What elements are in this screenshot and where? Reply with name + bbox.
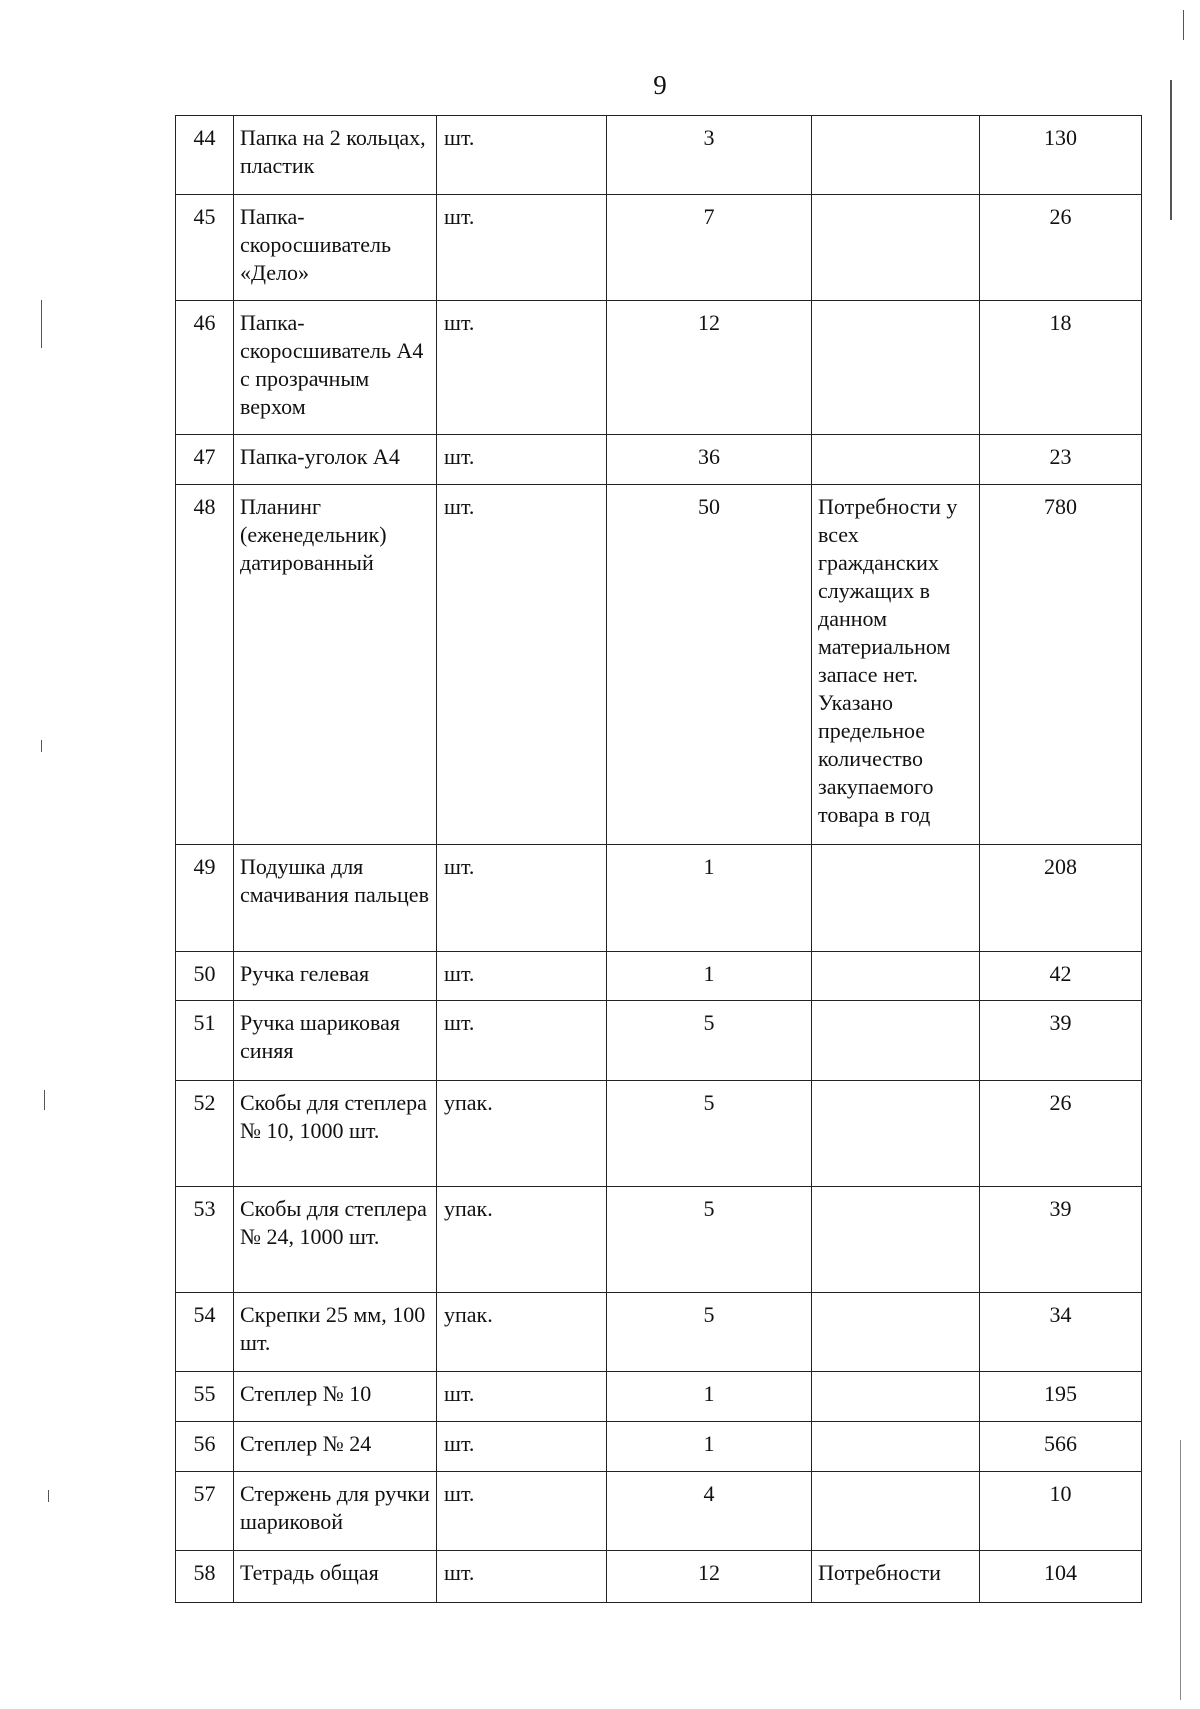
item-note — [812, 1081, 980, 1187]
item-price: 18 — [980, 301, 1142, 435]
item-price: 34 — [980, 1293, 1142, 1372]
item-note — [812, 1187, 980, 1293]
item-name: Степлер № 10 — [234, 1372, 437, 1422]
row-number: 45 — [176, 195, 234, 301]
item-name: Подушка для смачивания пальцев — [234, 845, 437, 952]
item-name: Планинг (еженедельник) датированный — [234, 485, 437, 845]
item-name: Ручка гелевая — [234, 952, 437, 1001]
item-unit: шт. — [437, 301, 607, 435]
item-quantity: 5 — [607, 1293, 812, 1372]
row-number: 58 — [176, 1551, 234, 1603]
item-name: Степлер № 24 — [234, 1422, 437, 1472]
row-number: 51 — [176, 1001, 234, 1081]
item-unit: упак. — [437, 1081, 607, 1187]
item-price: 26 — [980, 1081, 1142, 1187]
item-note — [812, 1001, 980, 1081]
scan-artifact-right-2 — [1183, 10, 1184, 40]
table-row — [176, 845, 1142, 952]
item-price: 780 — [980, 485, 1142, 845]
item-unit: шт. — [437, 845, 607, 952]
item-price: 10 — [980, 1472, 1142, 1551]
item-name: Папка на 2 кольцах, пластик — [234, 116, 437, 195]
item-unit: шт. — [437, 1422, 607, 1472]
scan-artifact-left-2 — [41, 740, 42, 752]
item-name: Тетрадь общая — [234, 1551, 437, 1603]
item-name: Скобы для степлера № 10, 1000 шт. — [234, 1081, 437, 1187]
item-note: Потребности у всех гражданских служащих в данном материальном запасе нет. Указано предельное количество закупаемого товара в год — [812, 485, 980, 845]
item-price: 23 — [980, 435, 1142, 485]
table-row — [176, 195, 1142, 301]
table-row — [176, 1551, 1142, 1603]
item-name: Ручка шариковая синяя — [234, 1001, 437, 1081]
item-quantity: 1 — [607, 1422, 812, 1472]
item-price: 39 — [980, 1001, 1142, 1081]
item-note — [812, 116, 980, 195]
row-number: 56 — [176, 1422, 234, 1472]
row-number: 55 — [176, 1372, 234, 1422]
item-price: 130 — [980, 116, 1142, 195]
row-number: 48 — [176, 485, 234, 845]
row-number: 46 — [176, 301, 234, 435]
table-row — [176, 1081, 1142, 1187]
item-quantity: 50 — [607, 485, 812, 845]
table-row — [176, 301, 1142, 435]
item-quantity: 7 — [607, 195, 812, 301]
item-quantity: 3 — [607, 116, 812, 195]
scan-artifact-left-1 — [41, 300, 42, 348]
item-unit: шт. — [437, 1372, 607, 1422]
item-unit: шт. — [437, 1472, 607, 1551]
item-unit: шт. — [437, 435, 607, 485]
item-note — [812, 1422, 980, 1472]
item-quantity: 5 — [607, 1081, 812, 1187]
item-name: Скобы для степлера № 24, 1000 шт. — [234, 1187, 437, 1293]
item-name: Папка-скоросшиватель А4 с прозрачным верхом — [234, 301, 437, 435]
item-quantity: 4 — [607, 1472, 812, 1551]
row-number: 47 — [176, 435, 234, 485]
item-name: Стержень для ручки шариковой — [234, 1472, 437, 1551]
item-unit: шт. — [437, 485, 607, 845]
item-quantity: 36 — [607, 435, 812, 485]
item-unit: шт. — [437, 116, 607, 195]
scan-artifact-right-1 — [1170, 80, 1172, 220]
row-number: 49 — [176, 845, 234, 952]
scan-artifact-right-3 — [1180, 1440, 1181, 1700]
item-name: Папка-скоросшиватель «Дело» — [234, 195, 437, 301]
item-price: 195 — [980, 1372, 1142, 1422]
table-row — [176, 1472, 1142, 1551]
page-number: 9 — [653, 70, 667, 100]
item-price: 42 — [980, 952, 1142, 1001]
item-price: 26 — [980, 195, 1142, 301]
item-name: Скрепки 25 мм, 100 шт. — [234, 1293, 437, 1372]
item-price: 104 — [980, 1551, 1142, 1603]
table-row — [176, 1001, 1142, 1081]
table-row — [176, 952, 1142, 1001]
item-quantity: 1 — [607, 1372, 812, 1422]
row-number: 57 — [176, 1472, 234, 1551]
item-note — [812, 1293, 980, 1372]
item-note — [812, 845, 980, 952]
row-number: 53 — [176, 1187, 234, 1293]
scan-artifact-left-3 — [44, 1090, 45, 1110]
item-note — [812, 195, 980, 301]
supplies-table — [175, 115, 1142, 1603]
item-note — [812, 301, 980, 435]
item-quantity: 5 — [607, 1001, 812, 1081]
table-row — [176, 116, 1142, 195]
item-price: 208 — [980, 845, 1142, 952]
table-row — [176, 1293, 1142, 1372]
scan-artifact-left-4 — [48, 1490, 49, 1502]
item-price: 566 — [980, 1422, 1142, 1472]
row-number: 44 — [176, 116, 234, 195]
item-note: Потребности — [812, 1551, 980, 1603]
item-note — [812, 1472, 980, 1551]
row-number: 50 — [176, 952, 234, 1001]
item-unit: шт. — [437, 952, 607, 1001]
item-unit: шт. — [437, 1551, 607, 1603]
table-row — [176, 1422, 1142, 1472]
row-number: 54 — [176, 1293, 234, 1372]
item-unit: шт. — [437, 195, 607, 301]
item-unit: упак. — [437, 1293, 607, 1372]
item-quantity: 12 — [607, 1551, 812, 1603]
item-quantity: 1 — [607, 845, 812, 952]
table-row — [176, 435, 1142, 485]
item-quantity: 12 — [607, 301, 812, 435]
item-unit: упак. — [437, 1187, 607, 1293]
item-note — [812, 1372, 980, 1422]
table-row — [176, 1372, 1142, 1422]
row-number: 52 — [176, 1081, 234, 1187]
item-note — [812, 952, 980, 1001]
item-quantity: 1 — [607, 952, 812, 1001]
item-note — [812, 435, 980, 485]
item-price: 39 — [980, 1187, 1142, 1293]
item-quantity: 5 — [607, 1187, 812, 1293]
table-row — [176, 1187, 1142, 1293]
item-name: Папка-уголок А4 — [234, 435, 437, 485]
table-row — [176, 485, 1142, 845]
item-unit: шт. — [437, 1001, 607, 1081]
